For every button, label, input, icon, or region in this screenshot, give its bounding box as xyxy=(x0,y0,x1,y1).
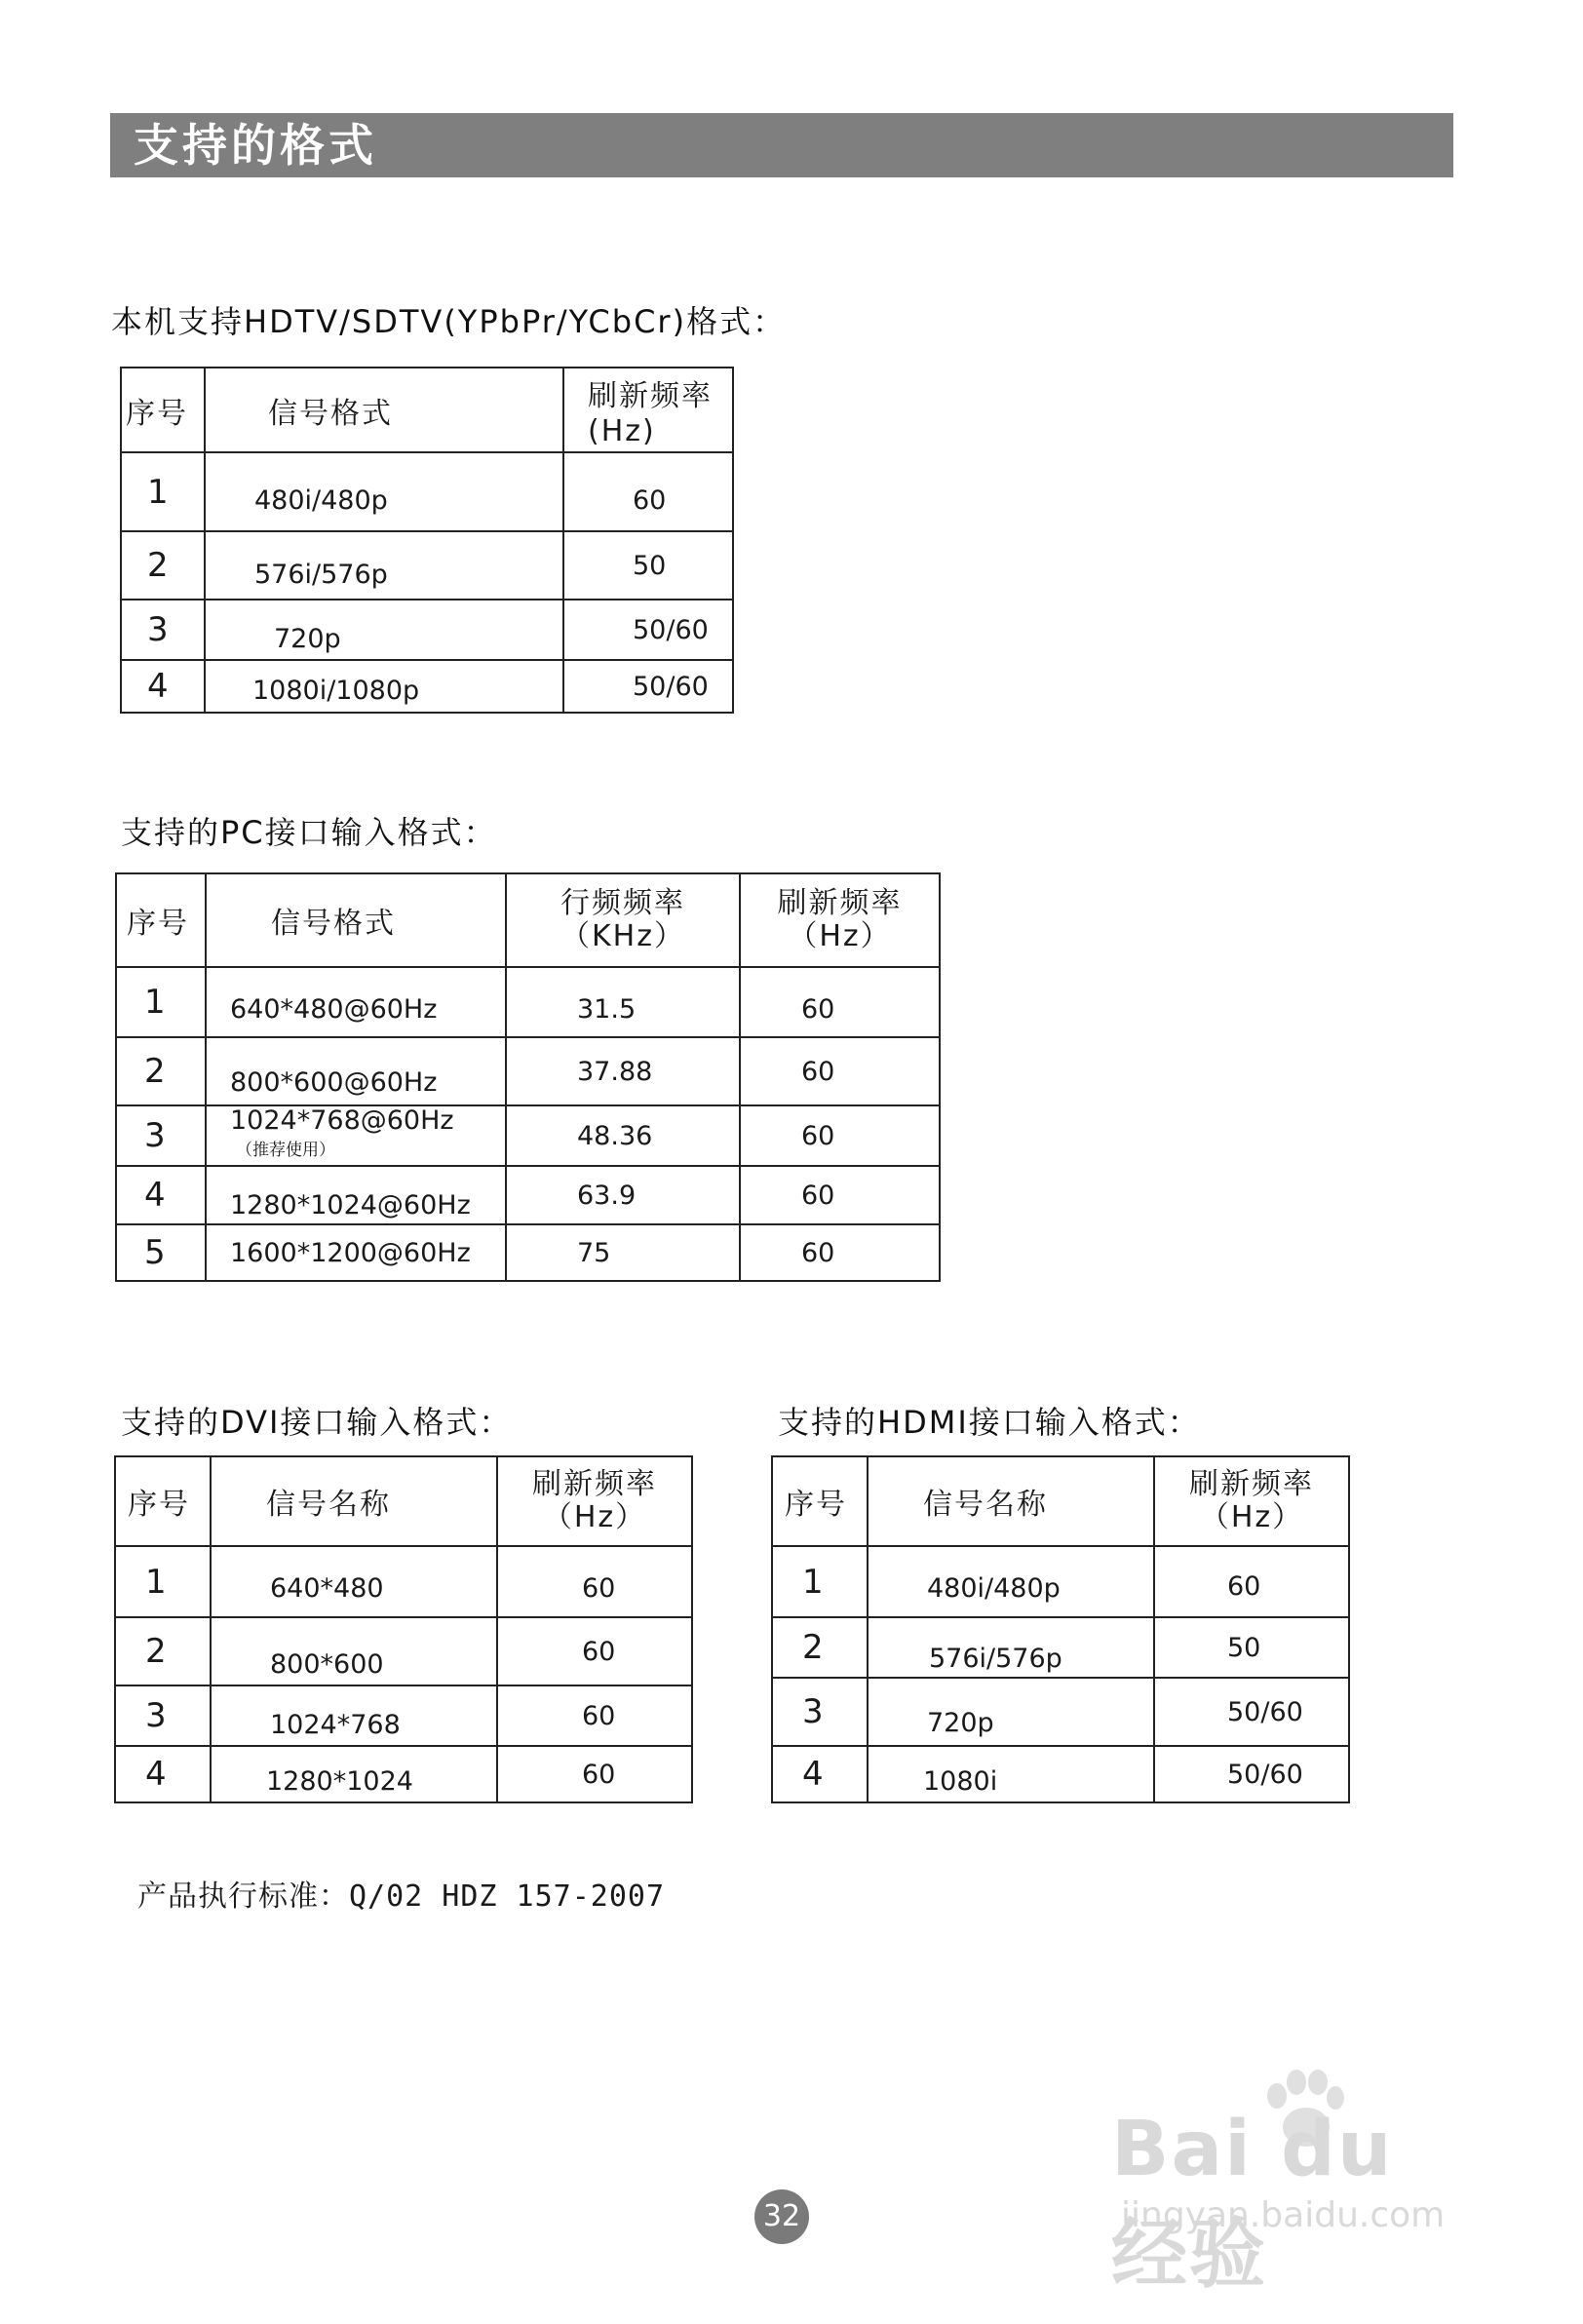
header-refresh-rate-unit: （Hz） xyxy=(1199,1500,1304,1534)
header-signal-name: 信号名称 xyxy=(211,1456,497,1546)
row-refresh: 60 xyxy=(497,1617,692,1685)
row-index: 3 xyxy=(116,1105,206,1166)
table-row xyxy=(772,1678,1349,1746)
table-row xyxy=(115,1546,692,1617)
row-signal: 576i/576p xyxy=(205,531,563,600)
row-signal: 1080i/1080p xyxy=(205,660,563,713)
row-signal: 480i/480p xyxy=(205,452,563,531)
row-index: 1 xyxy=(116,967,206,1037)
table-header-row xyxy=(772,1456,1349,1546)
table-row xyxy=(121,660,733,713)
hdmi-section-title: 支持的HDMI接口输入格式： xyxy=(778,1404,1201,1441)
table-row xyxy=(772,1546,1349,1617)
table-row xyxy=(116,1037,940,1105)
row-signal: 800*600 xyxy=(211,1617,497,1685)
hdmi-format-table xyxy=(771,1455,1350,1803)
row-line-frequency: 75 xyxy=(506,1224,740,1281)
row-signal: 1280*1024 xyxy=(211,1746,497,1802)
recommended-note: （推荐使用） xyxy=(236,1141,335,1160)
row-index: 1 xyxy=(121,452,205,531)
header-signal-name: 信号名称 xyxy=(868,1456,1154,1546)
row-signal-cell xyxy=(206,1105,506,1166)
row-signal: 640*480 xyxy=(211,1546,497,1617)
row-signal: 480i/480p xyxy=(868,1546,1154,1617)
page-title: 支持的格式 xyxy=(134,119,377,172)
row-refresh: 60 xyxy=(740,1105,940,1166)
row-index: 2 xyxy=(116,1037,206,1105)
table-row xyxy=(115,1746,692,1802)
row-index: 4 xyxy=(116,1166,206,1224)
row-line-frequency: 63.9 xyxy=(506,1166,740,1224)
table-row xyxy=(115,1617,692,1685)
header-refresh-rate-label: 刷新频率 xyxy=(777,886,903,920)
row-line-frequency: 37.88 xyxy=(506,1037,740,1105)
row-signal: 720p xyxy=(205,600,563,660)
watermark-logo: Bai du 经验 xyxy=(1111,2106,1394,2299)
table-header-row xyxy=(115,1456,692,1546)
row-signal: 720p xyxy=(868,1678,1154,1746)
header-refresh-rate xyxy=(740,873,940,967)
row-refresh: 60 xyxy=(740,1224,940,1281)
header-index: 序号 xyxy=(121,368,205,452)
row-signal: 1080i xyxy=(868,1746,1154,1802)
row-signal: 576i/576p xyxy=(868,1617,1154,1678)
row-index: 3 xyxy=(121,600,205,660)
row-refresh: 50/60 xyxy=(563,600,733,660)
row-index: 1 xyxy=(115,1546,211,1617)
table-header-row xyxy=(116,873,940,967)
header-refresh-rate-unit: （Hz） xyxy=(542,1500,647,1534)
row-refresh: 60 xyxy=(497,1746,692,1802)
product-standard-note: 产品执行标准：Q/02 HDZ 157-2007 xyxy=(137,1879,666,1914)
row-refresh: 60 xyxy=(497,1685,692,1746)
hdtv-section-title: 本机支持HDTV/SDTV(YPbPr/YCbCr)格式： xyxy=(111,303,787,340)
row-refresh: 50 xyxy=(563,531,733,600)
row-signal: 640*480@60Hz xyxy=(206,967,506,1037)
header-signal-format: 信号格式 xyxy=(205,368,563,452)
table-row xyxy=(116,1166,940,1224)
section-header-bar xyxy=(110,113,1453,177)
row-index: 2 xyxy=(115,1617,211,1685)
pc-format-table xyxy=(115,872,941,1282)
row-refresh: 50/60 xyxy=(563,660,733,713)
row-index: 4 xyxy=(121,660,205,713)
row-index: 5 xyxy=(116,1224,206,1281)
row-refresh: 60 xyxy=(497,1546,692,1617)
row-refresh: 50/60 xyxy=(1154,1746,1349,1802)
header-refresh-rate-label: 刷新频率 xyxy=(1189,1467,1314,1501)
header-refresh-rate: 刷新频率(Hz) xyxy=(563,368,733,452)
row-refresh: 50/60 xyxy=(1154,1678,1349,1746)
dvi-format-table xyxy=(114,1455,693,1803)
table-row xyxy=(772,1746,1349,1802)
row-signal: 1024*768 xyxy=(211,1685,497,1746)
row-index: 2 xyxy=(121,531,205,600)
header-line-frequency-label: 行频频率 xyxy=(560,886,685,920)
header-line-frequency-unit: （KHz） xyxy=(560,919,685,953)
row-signal: 1280*1024@60Hz xyxy=(206,1166,506,1224)
table-row xyxy=(121,452,733,531)
table-row xyxy=(116,1224,940,1281)
row-refresh: 60 xyxy=(563,452,733,531)
row-index: 1 xyxy=(772,1546,868,1617)
row-index: 4 xyxy=(115,1746,211,1802)
row-refresh: 60 xyxy=(740,967,940,1037)
table-row xyxy=(121,600,733,660)
header-refresh-rate xyxy=(1154,1456,1349,1546)
row-refresh: 60 xyxy=(740,1037,940,1105)
page-number: 32 xyxy=(754,2189,809,2244)
row-refresh: 50 xyxy=(1154,1617,1349,1678)
header-refresh-rate xyxy=(497,1456,692,1546)
header-signal-format: 信号格式 xyxy=(206,873,506,967)
row-signal: 1600*1200@60Hz xyxy=(206,1224,506,1281)
row-refresh: 60 xyxy=(740,1166,940,1224)
row-index: 2 xyxy=(772,1617,868,1678)
row-signal: 800*600@60Hz xyxy=(206,1037,506,1105)
table-row xyxy=(772,1617,1349,1678)
hdtv-format-table xyxy=(120,367,734,714)
header-line-frequency xyxy=(506,873,740,967)
row-index: 3 xyxy=(772,1678,868,1746)
table-row xyxy=(115,1685,692,1746)
pc-section-title: 支持的PC接口输入格式： xyxy=(121,814,497,851)
table-row xyxy=(121,531,733,600)
baidu-jingyan-watermark xyxy=(1111,2067,1482,2299)
row-index: 3 xyxy=(115,1685,211,1746)
header-refresh-rate-unit: （Hz） xyxy=(788,919,892,953)
watermark-url: jingyan.baidu.com xyxy=(1121,2195,1446,2235)
table-row xyxy=(116,967,940,1037)
header-refresh-rate-label: 刷新频率 xyxy=(532,1467,657,1501)
header-index: 序号 xyxy=(115,1456,211,1546)
row-signal: 1024*768@60Hz xyxy=(230,1105,454,1136)
header-index: 序号 xyxy=(772,1456,868,1546)
table-header-row xyxy=(121,368,733,452)
row-line-frequency: 31.5 xyxy=(506,967,740,1037)
header-index: 序号 xyxy=(116,873,206,967)
table-row xyxy=(116,1105,940,1166)
row-line-frequency: 48.36 xyxy=(506,1105,740,1166)
dvi-section-title: 支持的DVI接口输入格式： xyxy=(121,1404,513,1441)
row-refresh: 60 xyxy=(1154,1546,1349,1617)
row-index: 4 xyxy=(772,1746,868,1802)
